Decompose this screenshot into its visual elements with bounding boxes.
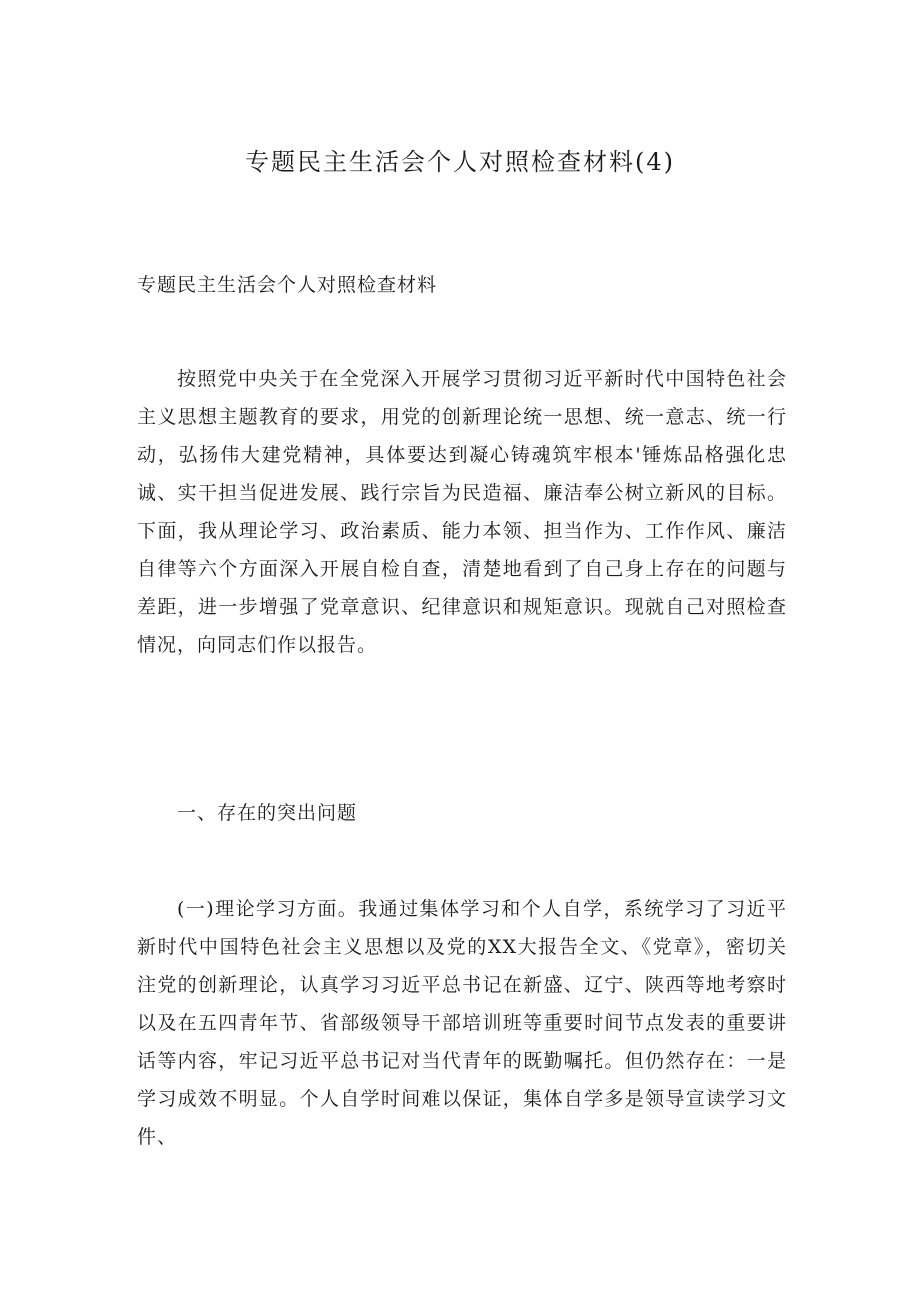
document-subtitle: 专题民主生活会个人对照检查材料	[137, 274, 438, 296]
intro-paragraph: 按照党中央关于在全党深入开展学习贯彻习近平新时代中国特色社会主义思想主题教育的要求，用党的创新理论统一思想、统一意志、统一行动，弘扬伟大建党精神，具体要达到凝心铸魂筑牢根本'锤炼品格强化忠诚、实干担当促进发展、践行宗旨为民造福、廉洁奉公树立新风的目标。下面，我从理论学习、政治素质、能力本领、担当作为、工作作风、廉洁自律等六个方面深入开展自检自查，清楚地看到了自己身上存在的问题与差距，进一步增强了党章意识、纪律意识和规矩意识。现就自己对照检查情况，向同志们作以报告。	[137, 368, 787, 656]
section-heading: 一、存在的突出问题	[177, 802, 358, 824]
problem-paragraph: (一)理论学习方面。我通过集体学习和个人自学，系统学习了习近平新时代中国特色社会主义思想以及党的XX大报告全文、《党章》，密切关注党的创新理论，认真学习习近平总书记在新盛、辽宁、陕西等地考察时以及在五四青年节、省部级领导干部培训班等重要时间节点发表的重要讲话等内容，牢记习近平总书记对当代青年的既勤嘱托。但仍然存在：一是学习成效不明显。个人自学时间难以保证，集体自学多是领导宣读学习文件、	[137, 898, 787, 1148]
document-title: 专题民主生活会个人对照检查材料(4)	[245, 148, 675, 176]
